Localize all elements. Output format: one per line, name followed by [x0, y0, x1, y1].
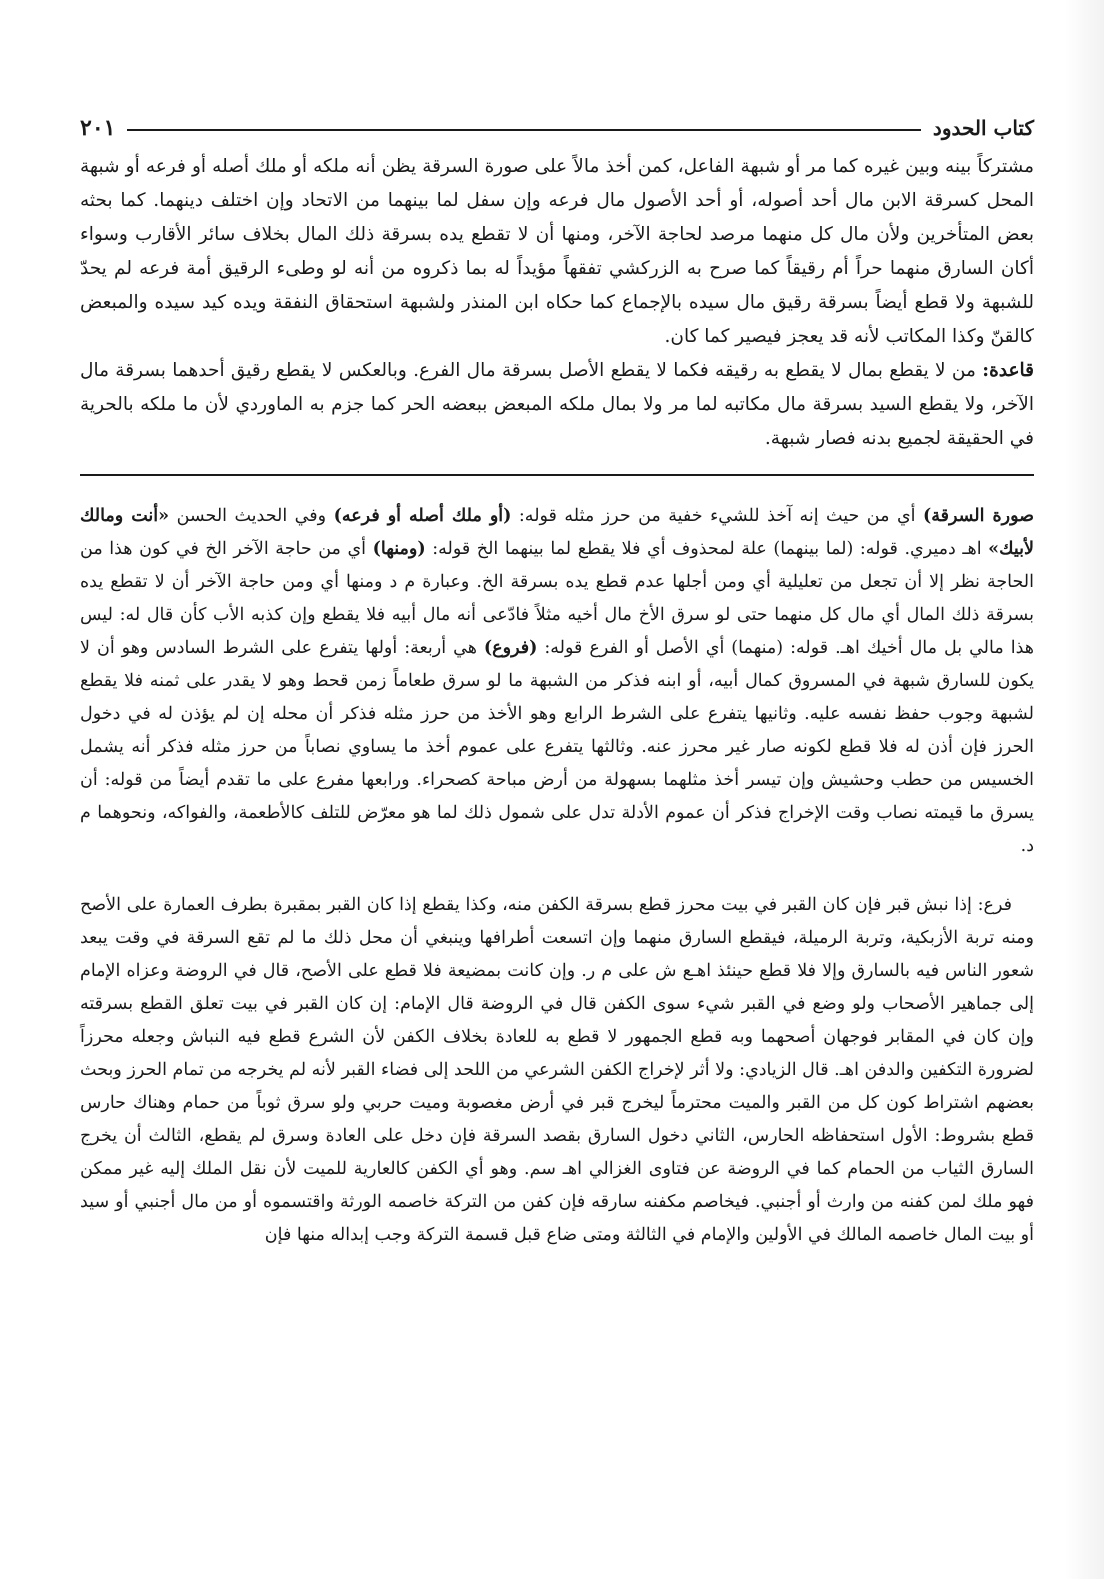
footnote-divider: [80, 474, 1034, 476]
commentary-keyword: صورة السرقة): [923, 506, 1035, 526]
commentary-block: [80, 500, 1034, 863]
commentary-keyword: (أو ملك أصله أو فرعه): [333, 506, 512, 526]
book-title: كتاب الحدود: [932, 116, 1034, 140]
branch-paragraph: فرع: إذا نبش قبر فإن كان القبر في بيت محرز قطع بسرقة الكفن منه، وكذا يقطع إذا كان القبر بمقبرة بطرف العمارة على الأصح ومنه تربة الأزبكية، وتربة الرميلة، فيقطع السارق منهما وإن اتسعت أطرافها وينبغي أن محل ذلك ما لم تقع السرقة في وقت يبعد شعور الناس فيه بالسارق وإلا فلا قطع حينئذ اهـع ش على م ر. وإن كانت بمضيعة فلا قطع على الأصح، قال في الروضة وعزاه الإمام إلى جماهير الأصحاب ولو وضع في القبر شيء سوى الكفن قال في الروضة قال الإمام: إن كان القبر في بيت تعلق القطع بسرقته وإن كان في المقابر فوجهان أصحهما وبه قطع الجمهور لا قطع به للعادة بخلاف الكفن لأن الشرع قطع فيه النباش وجعله محرزاً لضرورة التكفين والدفن اهـ. قال الزيادي: ولا أثر لإخراج الكفن الشرعي من اللحد إلى فضاء القبر لأنه لم يخرجه من تمام الحرز وبحث بعضهم اشتراط كون كل من القبر والميت محترماً ليخرج قبر في أرض مغصوبة وميت حربي ولو سرق ثوباً من حمام وهناك حارس قطع بشروط: الأول استحفاظه الحارس، الثاني دخول السارق بقصد السرقة فإن دخل على العادة وسرق لم يقطع، الثالث أن يخرج السارق الثياب من الحمام كما في الروضة عن فتاوى الغزالي اهـ سم. وهو أي الكفن كالعارية للميت لأن نقل الملك إليه غير ممكن فهو ملك لمن كفنه من وارث أو أجنبي. فيخاصم مكفنه سارقه فإن كفن من التركة خاصمه الورثة واقتسموه أو من مال أجنبي أو سيد أو بيت المال خاصمه المالك في الأولين والإمام في الثالثة ومتى ضاع قبل قسمة التركة وجب إبداله منها فإن: [80, 895, 1034, 1245]
commentary-paragraph: [80, 500, 1034, 863]
commentary-keyword: (فروع): [483, 638, 538, 658]
book-page: [80, 110, 1034, 1539]
rule-paragraph: [80, 354, 1034, 456]
main-text: [80, 150, 1034, 456]
commentary-keyword: «أنت ومالك لأبيك»: [80, 506, 1034, 559]
commentary-text: أي من حاجة الآخر الخ في كون هذا من الحاجة نظر إلا أن تجعل من تعليلية أي ومن أجلها عدم قطع يده بسرقة الخ. وعبارة م د ومنها أي ومن حاجة الآخر أن لا تقطع يده بسرقة ذلك المال أي مال كل منهما حتى لو سرق الأخ مال أخيه مثلاً فادّعى أنه مال أبيه فلا يقطع وإن كذبه الأب كأن قال له: ليس هذا مالي بل مال أخيك اهـ. قوله: (منهما) أي الأصل أو الفرع قوله:: [80, 539, 1034, 658]
commentary-text: وفي الحديث الحسن: [169, 506, 334, 526]
commentary-text: هي أربعة: أولها يتفرع على الشرط السادس وهو أن لا يكون للسارق شبهة في المسروق كمال أبيه، أو ابنه فذكر من الشبهة ما لو سرق طعاماً زمن قحط وهو لا يقدر على ثمنه فلا يقطع لشبهة وجوب حفظ نفسه عليه. وثانيها يتفرع على الشرط الرابع وهو الأخذ من حرز مثله فذكر أن محله إن لم يؤذن له في دخول الحرز فإن أذن له فلا قطع لكونه صار غير محرز عنه. وثالثها يتفرع على عموم أخذ ما يساوي نصاباً من حرز مثله فذكر أنه يشمل الخسيس من حطب وحشيش وإن تيسر أخذ مثلهما بسهولة من أرض مباحة كصحراء. ورابعها مفرع على ما تقدم أيضاً من قوله: أن يسرق ما قيمته نصاب وقت الإخراج فذكر أن عموم الأدلة تدل على شمول ذلك لما هو معرّض للتلف كالأطعمة، والفواكه، ونحوهما م د.: [80, 638, 1035, 856]
commentary-text: اهـ دميري. قوله: (لما بينهما) علة لمحذوف أي فلا يقطع لما بينهما الخ قوله:: [425, 539, 989, 559]
rule-text: من لا يقطع بمال لا يقطع به رقيقه فكما لا يقطع الأصل بسرقة مال الفرع. وبالعكس لا يقطع رقيق أحدهما بسرقة مال الآخر، ولا يقطع السيد بسرقة مال مكاتبه لما مر ولا بمال ملكه المبعض ببعضه الحر كما جزم به الماوردي لأن ما ملكه بالحرية في الحقيقة لجميع بدنه فصار شبهة.: [80, 360, 1034, 449]
page-number: ٢٠١: [80, 115, 116, 141]
scan-edge-shadow: [1064, 0, 1104, 1579]
main-paragraph: مشتركاً بينه وبين غيره كما مر أو شبهة الفاعل، كمن أخذ مالاً على صورة السرقة يظن أنه ملكه أو ملك أصله أو فرعه أو شبهة المحل كسرقة الابن مال أحد أصوله، أو أحد الأصول مال فرعه وإن سفل لما بينهما من الاتحاد وإن اختلف دينهما. كما بحثه بعض المتأخرين ولأن مال كل منهما مرصد لحاجة الآخر، ومنها أن لا تقطع يده بسرقة ذلك المال بخلاف سائر الأقارب وسواء أكان السارق منهما حراً أم رقيقاً كما صرح به الزركشي تفقهاً مؤيداً له بما ذكروه من أنه لو وطىء الرقيق أمة فرعه لم يحدّ للشبهة ولا قطع أيضاً بسرقة رقيق مال سيده بالإجماع كما حكاه ابن المنذر ولشبهة استحقاق النفقة ويده كيد سيده والمبعض كالقنّ وكذا المكاتب لأنه قد يعجز فيصير كما كان.: [80, 156, 1034, 347]
rule-label: قاعدة:: [982, 360, 1034, 381]
branch-note: [80, 889, 1034, 1252]
commentary-text: أي من حيث إنه آخذ للشيء خفية من حرز مثله قوله:: [511, 506, 923, 526]
header-rule: [127, 129, 920, 131]
running-header: [80, 110, 1034, 146]
commentary-keyword: (ومنها): [372, 539, 426, 559]
